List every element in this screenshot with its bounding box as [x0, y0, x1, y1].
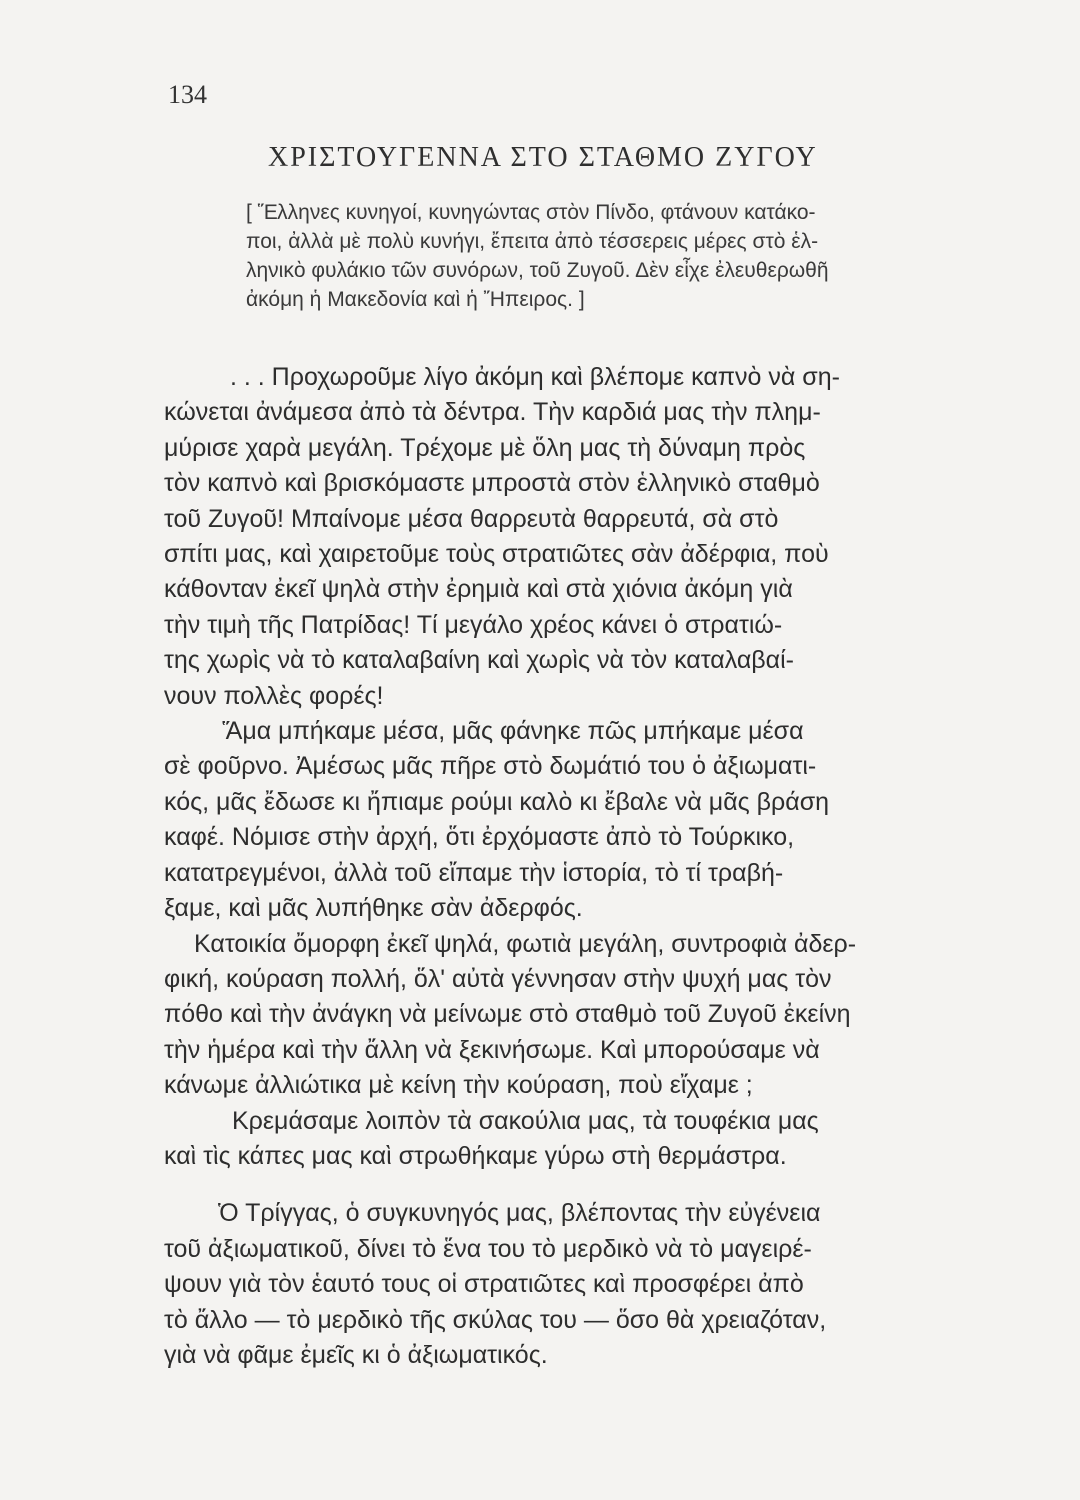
- text-line: φική, κούραση πολλή, ὅλ' αὐτὰ γέννησαν στὴν ψυχή μας τὸν: [164, 964, 832, 993]
- text-line: μύρισε χαρὰ μεγάλη. Τρέχομε μὲ ὅλη μας τὴ δύναμη πρὸς: [164, 433, 806, 462]
- text-line: Κατοικία ὄμορφη ἐκεῖ ψηλά, φωτιὰ μεγάλη, συντροφιὰ ἀδερ-: [194, 929, 857, 958]
- paragraph-4: [164, 1104, 1014, 1175]
- text-line: σπίτι μας, καὶ χαιρετοῦμε τοὺς στρατιῶτες σὰν ἀδέρφια, ποὺ: [164, 540, 829, 569]
- text-line: κός, μᾶς ἔδωσε κι ἤπιαμε ρούμι καλὸ κι ἔβαλε νὰ μᾶς βράση: [164, 787, 830, 816]
- intro-line: ποι, ἀλλὰ μὲ πολὺ κυνήγι, ἔπειτα ἀπὸ τέσσερεις μέρες στὸ ἑλ-: [246, 230, 819, 253]
- text-line: ψουν γιὰ τὸν ἑαυτό τους οἱ στρατιῶτες καὶ προσφέρει ἀπὸ: [164, 1270, 804, 1299]
- text-line: Ἅμα μπήκαμε μέσα, μᾶς φάνηκε πῶς μπήκαμε μέσα: [222, 717, 804, 746]
- text-line: γιὰ νὰ φᾶμε ἐμεῖς κι ὁ ἀξιωματικός.: [164, 1340, 548, 1369]
- paragraph-3: [164, 927, 1014, 1104]
- text-line: κατατρεγμένοι, ἀλλὰ τοῦ εἴπαμε τὴν ἱστορία, τὸ τί τραβή-: [164, 858, 784, 887]
- paragraph-2: [164, 714, 1014, 926]
- chapter-title: ΧΡΙΣΤΟΥΓΕΝΝΑ ΣΤΟ ΣΤΑΘΜΟ ΖΥΓΟΥ: [268, 142, 818, 173]
- paragraph-gap: [164, 1174, 1014, 1196]
- intro-line: ἀκόμη ἡ Μακεδονία καὶ ἡ Ἤπειρος. ]: [246, 288, 585, 311]
- body-text: [164, 360, 1014, 1373]
- paragraph-1: [164, 360, 1014, 714]
- text-line: νουν πολλὲς φορές!: [164, 681, 384, 710]
- text-line: κάθονταν ἐκεῖ ψηλὰ στὴν ἐρημιὰ καὶ στὰ χιόνια ἀκόμη γιὰ: [164, 575, 793, 604]
- text-line: . . . Προχωροῦμε λίγο ἀκόμη καὶ βλέπομε καπνὸ νὰ ση-: [230, 363, 840, 391]
- text-line: κώνεται ἀνάμεσα ἀπὸ τὰ δέντρα. Τὴν καρδιά μας τὴν πλημ-: [164, 398, 821, 427]
- text-line: Ὁ Τρίγγας, ὁ συγκυνηγός μας, βλέποντας τὴν εὐγένεια: [218, 1199, 821, 1228]
- text-line: Κρεμάσαμε λοιπὸν τὰ σακούλια μας, τὰ τουφέκια μας: [232, 1106, 819, 1135]
- intro-line: [ Ἕλληνες κυνηγοί, κυνηγώντας στὸν Πίνδο, φτάνουν κατάκο-: [246, 201, 816, 224]
- text-line: τὸ ἄλλο — τὸ μερδικὸ τῆς σκύλας του — ὅσο θὰ χρειαζόταν,: [164, 1305, 827, 1334]
- text-line: καφέ. Νόμισε στὴν ἀρχή, ὅτι ἐρχόμαστε ἀπὸ τὸ Τούρκικο,: [164, 823, 795, 852]
- text-line: τὸν καπνὸ καὶ βρισκόμαστε μπροστὰ στὸν ἑλληνικὸ σταθμὸ: [164, 469, 820, 498]
- intro-note: [246, 198, 1006, 314]
- page-number: 134: [168, 80, 207, 109]
- text-line: πόθο καὶ τὴν ἀνάγκη νὰ μείνωμε στὸ σταθμὸ τοῦ Ζυγοῦ ἐκείνη: [164, 1000, 851, 1029]
- text-line: τὴν τιμὴ τῆς Πατρίδας! Τί μεγάλο χρέος κάνει ὁ στρατιώ-: [164, 610, 783, 639]
- text-line: της χωρὶς νὰ τὸ καταλαβαίνη καὶ χωρὶς νὰ τὸν καταλαβαί-: [164, 646, 794, 675]
- text-line: τὴν ἡμέρα καὶ τὴν ἄλλη νὰ ξεκινήσωμε. Καὶ μπορούσαμε νὰ: [164, 1035, 820, 1064]
- text-line: τοῦ ἀξιωματικοῦ, δίνει τὸ ἕνα του τὸ μερδικὸ νὰ τὸ μαγειρέ-: [164, 1234, 812, 1263]
- intro-line: ληνικὸ φυλάκιο τῶν συνόρων, τοῦ Ζυγοῦ. Δὲν εἶχε ἐλευθερωθῆ: [246, 259, 829, 282]
- text-line: καὶ τὶς κάπες μας καὶ στρωθήκαμε γύρω στὴ θερμάστρα.: [164, 1141, 787, 1170]
- text-line: σὲ φοῦρνο. Ἀμέσως μᾶς πῆρε στὸ δωμάτιό του ὁ ἀξιωματι-: [164, 752, 817, 781]
- text-line: τοῦ Ζυγοῦ! Μπαίνομε μέσα θαρρευτὰ θαρρευτά, σὰ στὸ: [164, 504, 779, 533]
- text-line: κάνωμε ἀλλιώτικα μὲ κείνη τὴν κούραση, ποὺ εἴχαμε ;: [164, 1071, 753, 1100]
- paragraph-5: [164, 1196, 1014, 1373]
- text-line: ξαμε, καὶ μᾶς λυπήθηκε σὰν ἀδερφός.: [164, 894, 583, 923]
